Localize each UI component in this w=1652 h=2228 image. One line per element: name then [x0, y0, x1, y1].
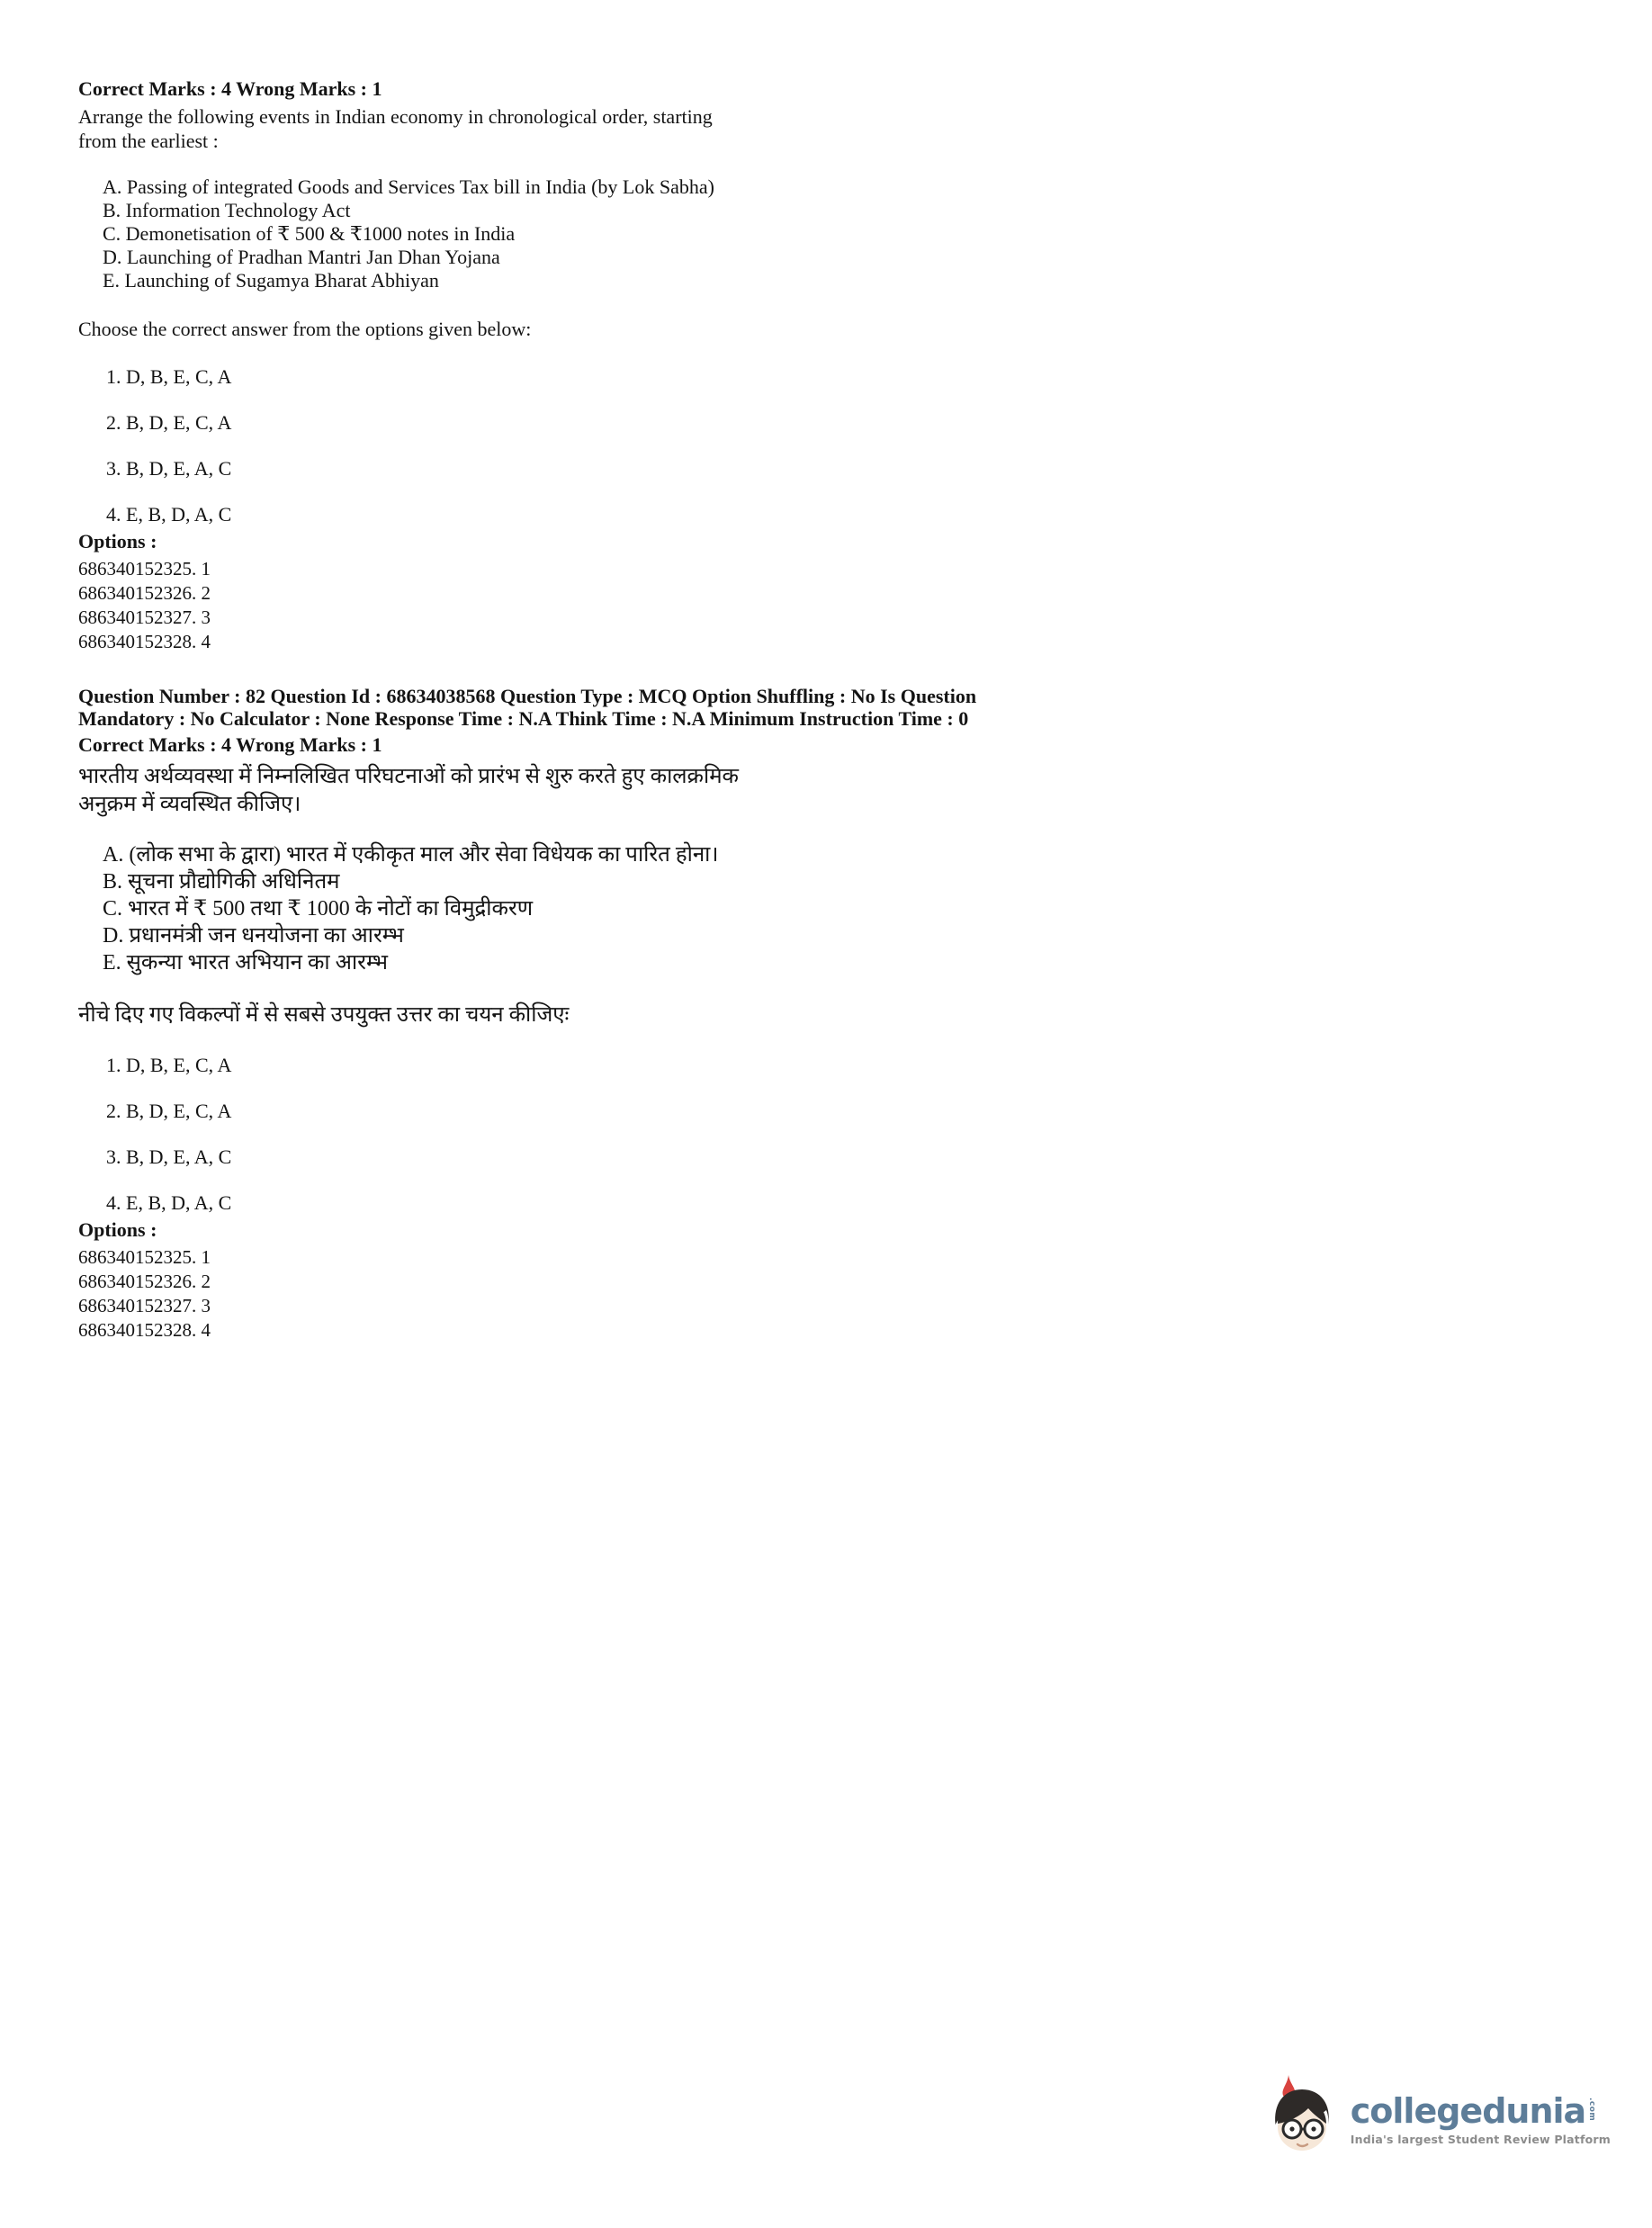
statement-item-e: E. सुकन्या भारत अभियान का आरम्भ [103, 951, 389, 975]
statement-item-c: C. Demonetisation of ₹ 500 & ₹1000 notes in India [103, 222, 516, 246]
statement-item-d: D. Launching of Pradhan Mantri Jan Dhan Yojana [103, 246, 500, 269]
question-section-english [78, 77, 1086, 654]
statement-item-e: E. Launching of Sugamya Bharat Abhiyan [103, 269, 439, 292]
option-id-4: 686340152328. 4 [78, 630, 211, 652]
brand-tld: .com [1587, 2097, 1597, 2121]
answer-choice-list [106, 1054, 1086, 1215]
choose-instruction: नीचे दिए गए विकल्पों में से सबसे उपयुक्त उत्तर का चयन कीजिएः [78, 1003, 570, 1028]
statement-item-a: A. Passing of integrated Goods and Services Tax bill in India (by Lok Sabha) [103, 175, 714, 199]
statement-list [103, 175, 1086, 292]
brand-tagline: India's largest Student Review Platform [1350, 2133, 1611, 2147]
option-id-3: 686340152327. 3 [78, 1294, 211, 1316]
answer-choice-4: 4. E, B, D, A, C [106, 502, 232, 526]
brand-text-block [1350, 2090, 1611, 2147]
collegedunia-mascot-icon [1266, 2075, 1338, 2165]
answer-choice-list [106, 365, 1086, 526]
option-id-2: 686340152326. 2 [78, 581, 211, 604]
question-prompt: भारतीय अर्थव्यवस्था में निम्नलिखित परिघटनाओं को प्रारंभ से शुरु करते हुए कालक्रमिक अनुक्रम में व्यवस्थित कीजिए। [78, 764, 739, 817]
statement-list [103, 841, 1086, 976]
statement-item-c: C. भारत में ₹ 500 तथा ₹ 1000 के नोटों का विमुद्रीकरण [103, 897, 534, 921]
answer-choice-3: 3. B, D, E, A, C [106, 1145, 232, 1168]
option-id-1: 686340152325. 1 [78, 1245, 211, 1268]
option-id-list [78, 557, 1086, 654]
statement-item-a: A. (लोक सभा के द्वारा) भारत में एकीकृत माल और सेवा विधेयक का पारित होना। [103, 843, 719, 867]
marks-line: Correct Marks : 4 Wrong Marks : 1 [78, 732, 382, 756]
statement-item-d: D. प्रधानमंत्री जन धनयोजना का आरम्भ [103, 924, 404, 948]
choose-instruction: Choose the correct answer from the options given below: [78, 318, 532, 341]
marks-line: Correct Marks : 4 Wrong Marks : 1 [78, 77, 382, 100]
option-id-2: 686340152326. 2 [78, 1270, 211, 1292]
answer-choice-2: 2. B, D, E, C, A [106, 410, 232, 434]
statement-item-b: B. सूचना प्रौद्योगिकी अधिनितम [103, 870, 340, 894]
answer-choice-4: 4. E, B, D, A, C [106, 1190, 232, 1214]
option-id-1: 686340152325. 1 [78, 557, 211, 579]
answer-choice-1: 1. D, B, E, C, A [106, 364, 232, 388]
question-section-hindi [78, 685, 1086, 1343]
options-label: Options : [78, 529, 157, 553]
option-id-4: 686340152328. 4 [78, 1318, 211, 1341]
options-label: Options : [78, 1217, 157, 1241]
answer-choice-3: 3. B, D, E, A, C [106, 456, 232, 480]
collegedunia-logo [1266, 2075, 1611, 2165]
option-id-3: 686340152327. 3 [78, 606, 211, 628]
option-id-list [78, 1245, 1086, 1343]
question-meta: Question Number : 82 Question Id : 68634038568 Question Type : MCQ Option Shuffling : No Is Question Mandatory : No Calculator : None Response Time : N.A Think Time : N.A Minimum Instruction Time : 0 [78, 684, 977, 731]
brand-name: collegedunia [1350, 2090, 1586, 2131]
question-prompt: Arrange the following events in Indian economy in chronological order, starting from the earliest : [78, 105, 713, 152]
answer-choice-2: 2. B, D, E, C, A [106, 1099, 232, 1122]
answer-choice-1: 1. D, B, E, C, A [106, 1053, 232, 1076]
statement-item-b: B. Information Technology Act [103, 199, 351, 222]
exam-page [78, 77, 1086, 1343]
